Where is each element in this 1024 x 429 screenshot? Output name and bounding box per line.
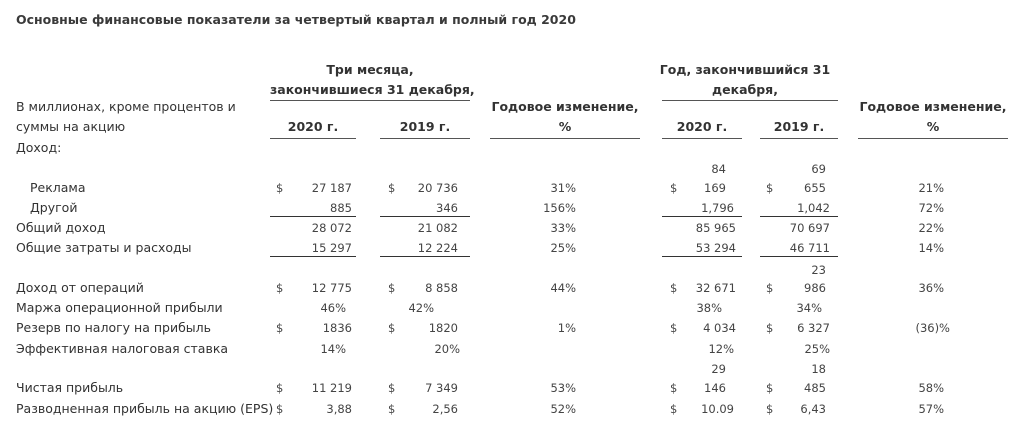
row-advertising-q2019-currency: $: [388, 181, 396, 195]
row-operating-income-y2019-currency: $: [766, 281, 774, 295]
row-eps-q2020: 3,88: [326, 402, 352, 416]
row-advertising-q2019: 20 736: [417, 181, 458, 195]
label-header-line1: В миллионах, кроме процентов и: [16, 99, 236, 114]
row-advertising-qchg: 31%: [550, 181, 576, 195]
row-net-income-y2019: 485: [804, 381, 826, 395]
row-operating-income-qchg: 44%: [550, 281, 576, 295]
row-net-income-y2020: 146: [704, 381, 726, 395]
subtotal-rule-y2020: [662, 216, 742, 217]
row-operating-income-ychg: 36%: [918, 281, 944, 295]
row-advertising-ychg: 21%: [918, 181, 944, 195]
row-total-revenue-label: Общий доход: [16, 220, 106, 235]
row-effective-tax-rate-y2020: 12%: [708, 342, 734, 356]
row-net-income-q2020-currency: $: [276, 381, 284, 395]
col-q2019-header: 2019 г.: [399, 119, 451, 134]
row-operating-margin-y2020: 38%: [696, 301, 722, 315]
year-header-rule: [662, 100, 838, 101]
row-net-income-y2019-currency: $: [766, 381, 774, 395]
row-advertising-y2019-top: 69: [811, 162, 826, 176]
row-eps-y2019: 6,43: [800, 402, 826, 416]
row-net-income-qchg: 53%: [550, 381, 576, 395]
row-operating-income-label: Доход от операций: [16, 280, 144, 295]
row-operating-income-y2020-currency: $: [670, 281, 678, 295]
row-other-qchg: 156%: [543, 201, 576, 215]
row-total-revenue-q2019: 21 082: [417, 221, 458, 235]
costs-rule-q2019: [380, 256, 470, 257]
row-eps-y2019-currency: $: [766, 402, 774, 416]
year-change-header-line2: %: [926, 119, 940, 134]
row-tax-provision-y2019-currency: $: [766, 321, 774, 335]
row-costs-ychg: 14%: [918, 241, 944, 255]
row-advertising-y2020: 169: [704, 181, 726, 195]
row-eps-qchg: 52%: [550, 402, 576, 416]
subtotal-rule-y2019: [760, 216, 838, 217]
row-tax-provision-label: Резерв по налогу на прибыль: [16, 320, 212, 335]
row-advertising-y2019: 655: [804, 181, 826, 195]
costs-rule-y2020: [662, 256, 742, 257]
row-operating-income-q2020: 12 775: [311, 281, 352, 295]
row-operating-margin-q2019: 42%: [408, 301, 434, 315]
col-y2019-header: 2019 г.: [773, 119, 825, 134]
row-tax-provision-y2020: 4 034: [703, 321, 736, 335]
row-advertising-y2019-currency: $: [766, 181, 774, 195]
row-other-y2019: 1,042: [797, 201, 830, 215]
row-net-income-q2019-currency: $: [388, 381, 396, 395]
col-y2020-rule: [662, 138, 742, 139]
row-net-income-y2020-top: 29: [711, 362, 726, 376]
year-header-line1: Год, закончившийся 31: [659, 62, 831, 77]
row-operating-income-y2020: 32 671: [695, 281, 736, 295]
row-operating-margin-y2019: 34%: [796, 301, 822, 315]
row-costs-y2020: 53 294: [695, 241, 736, 255]
row-tax-provision-y2019: 6 327: [797, 321, 830, 335]
row-effective-tax-rate-q2019: 20%: [434, 342, 460, 356]
row-tax-provision-qchg: 1%: [557, 321, 576, 335]
row-eps-q2019: 2,56: [432, 402, 458, 416]
row-net-income-y2019-top: 18: [811, 362, 826, 376]
row-total-revenue-y2020: 85 965: [695, 221, 736, 235]
row-operating-margin-q2020: 46%: [320, 301, 346, 315]
row-effective-tax-rate-q2020: 14%: [320, 342, 346, 356]
costs-rule-y2019: [760, 256, 838, 257]
row-effective-tax-rate-y2019: 25%: [804, 342, 830, 356]
col-q2019-rule: [380, 138, 470, 139]
section-income-label: Доход:: [16, 140, 62, 155]
row-total-revenue-q2020: 28 072: [311, 221, 352, 235]
row-net-income-ychg: 58%: [918, 381, 944, 395]
row-operating-income-y2019: 986: [804, 281, 826, 295]
row-eps-label: Разводненная прибыль на акцию (EPS): [16, 401, 274, 416]
quarter-header-rule: [270, 100, 470, 101]
row-operating-income-q2020-currency: $: [276, 281, 284, 295]
row-costs-label: Общие затраты и расходы: [16, 240, 192, 255]
row-eps-q2020-currency: $: [276, 402, 284, 416]
row-total-revenue-qchg: 33%: [550, 221, 576, 235]
row-costs-qchg: 25%: [550, 241, 576, 255]
page-title: Основные финансовые показатели за четвертый квартал и полный год 2020: [16, 12, 576, 27]
row-advertising-y2020-currency: $: [670, 181, 678, 195]
row-other-ychg: 72%: [918, 201, 944, 215]
quarter-header-line1: Три месяца,: [326, 62, 414, 77]
year-header-line2: декабря,: [712, 82, 778, 97]
row-other-q2020: 885: [330, 201, 352, 215]
row-net-income-q2019: 7 349: [425, 381, 458, 395]
row-other-q2019: 346: [436, 201, 458, 215]
col-y2020-header: 2020 г.: [676, 119, 728, 134]
row-tax-provision-q2019: 1820: [428, 321, 458, 335]
quarter-header-line2: закончившиеся 31 декабря,: [270, 82, 475, 97]
row-costs-y2019: 46 711: [789, 241, 830, 255]
row-costs-q2020: 15 297: [311, 241, 352, 255]
row-other-label: Другой: [30, 200, 78, 215]
row-advertising-label: Реклама: [30, 180, 86, 195]
col-ychg-rule: [858, 138, 1008, 139]
row-costs-q2019: 12 224: [417, 241, 458, 255]
row-effective-tax-rate-label: Эффективная налоговая ставка: [16, 341, 229, 356]
row-total-revenue-y2019: 70 697: [789, 221, 830, 235]
col-q2020-rule: [270, 138, 356, 139]
row-advertising-q2020-currency: $: [276, 181, 284, 195]
row-net-income-q2020: 11 219: [311, 381, 352, 395]
col-qchg-rule: [490, 138, 640, 139]
col-q2020-header: 2020 г.: [287, 119, 339, 134]
costs-rule-q2020: [270, 256, 356, 257]
row-advertising-q2020: 27 187: [311, 181, 352, 195]
quarter-change-header-line1: Годовое изменение,: [491, 99, 639, 114]
row-tax-provision-y2020-currency: $: [670, 321, 678, 335]
row-tax-provision-q2019-currency: $: [388, 321, 396, 335]
row-tax-provision-q2020-currency: $: [276, 321, 284, 335]
row-other-y2020: 1,796: [701, 201, 734, 215]
row-eps-y2020-currency: $: [670, 402, 678, 416]
subtotal-rule-q2019: [380, 216, 470, 217]
row-operating-income-q2019: 8 858: [425, 281, 458, 295]
col-y2019-rule: [760, 138, 838, 139]
row-operating-margin-label: Маржа операционной прибыли: [16, 300, 223, 315]
row-total-revenue-ychg: 22%: [918, 221, 944, 235]
label-header-line2: суммы на акцию: [16, 119, 126, 134]
row-eps-ychg: 57%: [918, 402, 944, 416]
row-net-income-label: Чистая прибыль: [16, 380, 124, 395]
year-change-header-line1: Годовое изменение,: [859, 99, 1007, 114]
row-advertising-y2020-top: 84: [711, 162, 726, 176]
subtotal-rule-q2020: [270, 216, 356, 217]
row-eps-y2020: 10.09: [701, 402, 734, 416]
row-net-income-y2020-currency: $: [670, 381, 678, 395]
row-eps-q2019-currency: $: [388, 402, 396, 416]
row-operating-income-q2019-currency: $: [388, 281, 396, 295]
row-tax-provision-q2020: 1836: [322, 321, 352, 335]
row-tax-provision-ychg: (36)%: [915, 321, 950, 335]
quarter-change-header-line2: %: [558, 119, 572, 134]
row-operating-income-y2019-top: 23: [811, 263, 826, 277]
